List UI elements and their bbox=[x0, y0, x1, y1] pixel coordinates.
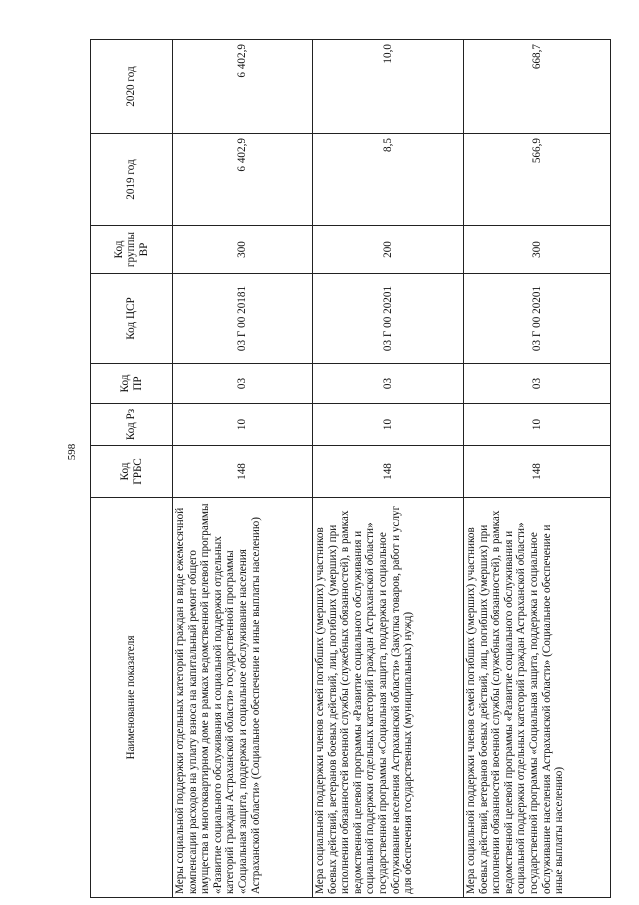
header-pr: Код ПР bbox=[91, 364, 173, 404]
table-row bbox=[313, 40, 464, 898]
header-csr: Код ЦСР bbox=[91, 274, 173, 364]
row-vr: 200 bbox=[313, 226, 464, 274]
row-pr: 03 bbox=[173, 364, 313, 404]
row-name: Мера социальной поддержки членов семей погибших (умерших) участников боевых действий, ветеранов боевых действий, лиц, погибших (умерших) при исполнении обязанностей военной службы (служебных обязанностей), в рамках ведомственной целевой программы «Развитие социального обслуживания и социальной поддержки отдельных категорий граждан Астраханской области» государственной программы «Социальная защита, поддержка и социальное обслуживание населения Астраханской области» (Закупка товаров, работ и услуг для обеспечения государственных (муниципальных) нужд) bbox=[313, 498, 464, 898]
row-pr: 03 bbox=[464, 364, 611, 404]
row-2020: 10,0 bbox=[313, 40, 464, 134]
table-header-row bbox=[91, 40, 173, 898]
row-rz: 10 bbox=[464, 404, 611, 446]
page-number: 598 bbox=[66, 443, 78, 461]
row-2019: 6 402,9 bbox=[173, 134, 313, 226]
row-pr: 03 bbox=[313, 364, 464, 404]
row-grbs: 148 bbox=[173, 446, 313, 498]
row-vr: 300 bbox=[173, 226, 313, 274]
row-2020: 6 402,9 bbox=[173, 40, 313, 134]
row-rz: 10 bbox=[313, 404, 464, 446]
row-2020: 668,7 bbox=[464, 40, 611, 134]
row-2019: 8,5 bbox=[313, 134, 464, 226]
row-name: Меры социальной поддержки отдельных категорий граждан в виде ежемесячной компенсации расходов на уплату взноса на капитальный ремонт общего имущества в многоквартирном доме в рамках ведомственной целевой программы «Развитие социального обслуживания и социальной поддержки отдельных категорий граждан Астраханской области» государственной программы «Социальная защита, поддержка и социальное обслуживание населения Астраханской области» (Социальное обеспечение и иные выплаты населению) bbox=[173, 498, 313, 898]
row-2019: 566,9 bbox=[464, 134, 611, 226]
header-2019: 2019 год bbox=[91, 134, 173, 226]
row-name: Мера социальной поддержки членов семей погибших (умерших) участников боевых действий, ветеранов боевых действий, лиц, погибших (умерших) при исполнении обязанностей военной службы (служебных обязанностей), в рамках ведомственной целевой программы «Развитие социального обслуживания и социальной поддержки отдельных категорий граждан Астраханской области» государственной программы «Социальная защита, поддержка и социальное обслуживание населения Астраханской области» (Социальное обеспечение и иные выплаты населению) bbox=[464, 498, 611, 898]
header-name: Наименование показателя bbox=[91, 498, 173, 898]
budget-table bbox=[90, 39, 611, 898]
row-csr: 03 Г 00 20181 bbox=[173, 274, 313, 364]
row-csr: 03 Г 00 20201 bbox=[313, 274, 464, 364]
table-row bbox=[464, 40, 611, 898]
table-row bbox=[173, 40, 313, 898]
rotated-table-area bbox=[90, 40, 610, 898]
row-csr: 03 Г 00 20201 bbox=[464, 274, 611, 364]
row-grbs: 148 bbox=[464, 446, 611, 498]
header-2020: 2020 год bbox=[91, 40, 173, 134]
row-rz: 10 bbox=[173, 404, 313, 446]
header-rz: Код Рз bbox=[91, 404, 173, 446]
row-vr: 300 bbox=[464, 226, 611, 274]
table-sheet bbox=[90, 40, 610, 898]
header-vr: Код группы ВР bbox=[91, 226, 173, 274]
row-grbs: 148 bbox=[313, 446, 464, 498]
header-grbs: Код ГРБС bbox=[91, 446, 173, 498]
